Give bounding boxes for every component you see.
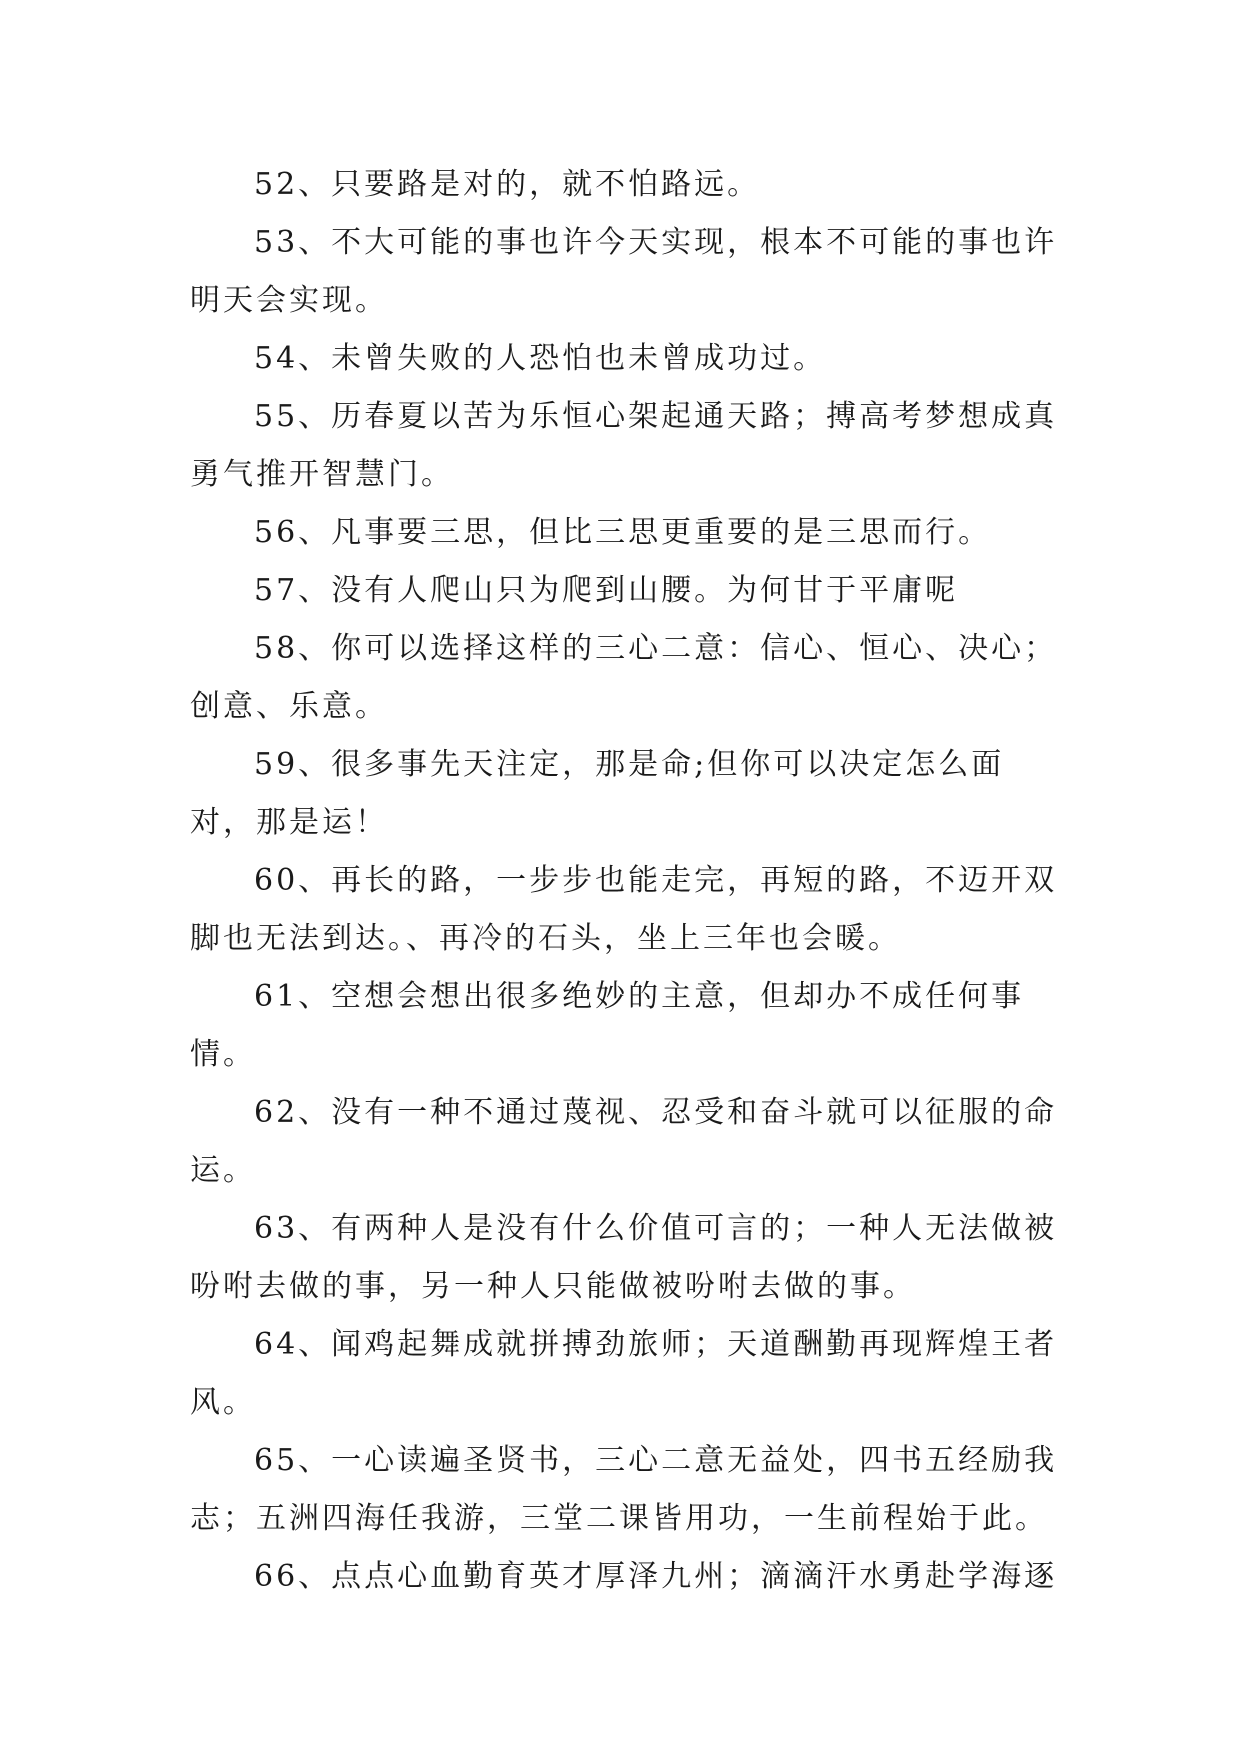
quote-paragraph-65: 65、一心读遍圣贤书，三心二意无益处，四书五经励我志；五洲四海任我游，三堂二课皆用功，一生前程始于此。 [190, 1443, 1058, 1536]
quote-paragraph-63: 63、有两种人是没有什么价值可言的；一种人无法做被吩咐去做的事，另一种人只能做被吩咐去做的事。 [190, 1211, 1058, 1304]
quote-paragraph-58: 58、你可以选择这样的三心二意：信心、恒心、决心；创意、乐意。 [190, 631, 1058, 724]
quote-paragraph-66: 66、点点心血勤育英才厚泽九州；滴滴汗水勇赴学海逐 [254, 1559, 1058, 1594]
quote-paragraph-56: 56、凡事要三思，但比三思更重要的是三思而行。 [254, 515, 992, 550]
quote-paragraph-57: 57、没有人爬山只为爬到山腰。为何甘于平庸呢 [254, 573, 959, 608]
quote-paragraph-54: 54、未曾失败的人恐怕也未曾成功过。 [254, 341, 827, 376]
quote-paragraph-55: 55、历春夏以苦为乐恒心架起通天路；搏高考梦想成真勇气推开智慧门。 [190, 399, 1058, 492]
quote-paragraph-59: 59、很多事先天注定，那是命;但你可以决定怎么面对，那是运！ [190, 747, 1005, 840]
quote-paragraph-60: 60、再长的路，一步步也能走完，再短的路，不迈开双脚也无法到达。、再冷的石头，坐上三年也会暖。 [190, 863, 1058, 956]
quote-list [190, 156, 1060, 1606]
quote-paragraph-62: 62、没有一种不通过蔑视、忍受和奋斗就可以征服的命运。 [190, 1095, 1058, 1188]
quote-paragraph-61: 61、空想会想出很多绝妙的主意，但却办不成任何事情。 [190, 979, 1025, 1072]
quote-paragraph-64: 64、闻鸡起舞成就拼搏劲旅师；天道酬勤再现辉煌王者风。 [190, 1327, 1058, 1420]
quote-paragraph-53: 53、不大可能的事也许今天实现，根本不可能的事也许明天会实现。 [190, 225, 1058, 318]
quote-paragraph-52: 52、只要路是对的，就不怕路远。 [254, 167, 761, 202]
